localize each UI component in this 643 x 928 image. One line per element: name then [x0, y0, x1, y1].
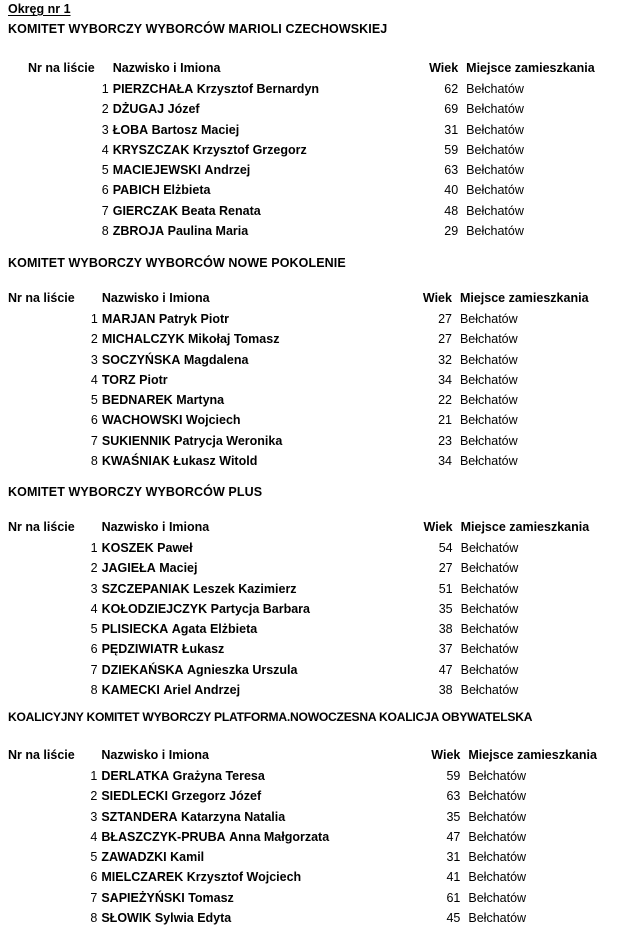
candidate-given-names: Beata Renata — [181, 203, 261, 218]
candidate-surname: SAPIEŻYŃSKI — [101, 890, 185, 905]
candidate-name — [98, 538, 418, 558]
candidate-surname: MIELCZAREK — [101, 870, 184, 885]
candidate-given-names: Tomasz — [188, 890, 234, 905]
candidate-number: 2 — [90, 332, 98, 347]
table-row — [0, 847, 643, 867]
table-row — [0, 579, 643, 599]
candidate-age: 54 — [438, 541, 453, 555]
candidate-number: 7 — [90, 433, 98, 448]
candidate-residence: Bełchatów — [459, 454, 518, 469]
candidate-number: 7 — [101, 203, 109, 218]
candidate-name — [109, 180, 424, 200]
candidate-given-names: Józef — [167, 102, 200, 117]
column-header-place: Miejsce zamieszkania — [459, 291, 589, 305]
candidate-given-names: Elżbieta — [163, 183, 211, 198]
candidate-age: 59 — [446, 769, 461, 783]
candidate-number: 4 — [90, 372, 98, 387]
candidate-given-names: Grzegorz Józef — [171, 789, 262, 804]
candidate-residence: Bełchatów — [466, 183, 524, 198]
candidate-residence: Bełchatów — [468, 890, 527, 905]
candidate-age: 51 — [438, 581, 453, 596]
candidate-residence: Bełchatów — [460, 662, 519, 677]
candidate-residence: Bełchatów — [466, 82, 524, 96]
candidate-residence: Bełchatów — [468, 850, 527, 865]
candidate-number: 4 — [90, 601, 98, 616]
candidate-number: 1 — [101, 82, 109, 96]
candidate-name — [98, 660, 418, 680]
candidate-residence: Bełchatów — [466, 163, 524, 178]
candidate-name — [109, 201, 424, 221]
table-row — [0, 888, 643, 908]
candidate-surname: JAGIEŁA — [101, 561, 156, 576]
candidate-age: 59 — [444, 142, 459, 157]
candidate-given-names: Anna Małgorzata — [229, 829, 330, 844]
table-row — [0, 180, 643, 200]
candidate-residence: Bełchatów — [468, 789, 527, 804]
candidate-given-names: Sylwia Edyta — [154, 911, 232, 926]
candidate-number: 2 — [90, 789, 98, 804]
table-row — [0, 99, 643, 119]
candidate-given-names: Patryk Piotr — [158, 312, 230, 326]
table-row — [0, 201, 643, 221]
candidate-surname: SZTANDERA — [101, 809, 178, 824]
candidate-age: 22 — [438, 393, 452, 408]
candidate-residence: Bełchatów — [468, 809, 527, 824]
candidate-given-names: Paulina Maria — [167, 224, 249, 239]
candidate-residence: Bełchatów — [460, 601, 519, 616]
column-header-age: Wiek — [431, 748, 461, 762]
committee-name: KOMITET WYBORCZY WYBORCÓW NOWE POKOLENIE — [8, 256, 346, 270]
candidate-age: 35 — [438, 601, 453, 616]
candidate-age: 27 — [438, 332, 452, 347]
candidate-name — [97, 827, 425, 847]
candidate-residence: Bełchatów — [466, 122, 524, 137]
column-header-name: Nazwisko i Imiona — [101, 520, 210, 534]
candidate-name — [98, 329, 417, 349]
table-row — [0, 140, 643, 160]
table-header-row — [0, 517, 643, 538]
candidate-name — [98, 579, 418, 599]
table-header-row — [0, 58, 643, 79]
column-header-age: Wiek — [429, 61, 459, 75]
candidate-name — [109, 120, 424, 140]
candidate-number: 2 — [90, 561, 98, 576]
candidate-name — [98, 309, 417, 329]
table-row — [0, 599, 643, 619]
candidate-residence: Bełchatów — [460, 561, 519, 576]
candidate-number: 7 — [90, 890, 98, 905]
candidate-given-names: Andrzej — [204, 163, 251, 178]
candidate-surname: DERLATKA — [101, 769, 170, 783]
candidate-residence: Bełchatów — [466, 203, 524, 218]
candidate-number: 6 — [90, 870, 98, 885]
committee-name: KOMITET WYBORCZY WYBORCÓW PLUS — [8, 485, 263, 499]
candidate-residence: Bełchatów — [460, 581, 519, 596]
candidate-residence: Bełchatów — [466, 102, 524, 117]
table-row — [0, 431, 643, 451]
candidate-surname: GIERCZAK — [112, 203, 179, 218]
candidate-surname: MICHALCZYK — [101, 332, 185, 347]
candidate-age: 27 — [438, 312, 452, 326]
district-title: Okręg nr 1 — [8, 2, 71, 16]
candidate-age: 32 — [438, 352, 452, 367]
candidate-surname: SŁOWIK — [101, 911, 152, 926]
candidate-number: 1 — [90, 769, 98, 783]
candidate-given-names: Krzysztof Bernardyn — [196, 82, 320, 96]
candidate-name — [97, 867, 425, 887]
table-row — [0, 680, 643, 700]
candidate-given-names: Piotr — [139, 372, 168, 387]
candidate-name — [109, 160, 424, 180]
candidate-age: 37 — [438, 642, 453, 657]
table-header-row — [0, 745, 643, 766]
candidate-surname: ŁOBA — [112, 122, 149, 137]
candidate-name — [98, 451, 417, 471]
candidate-residence: Bełchatów — [459, 332, 518, 347]
candidate-name — [97, 888, 425, 908]
candidate-name — [109, 140, 424, 160]
candidate-number: 6 — [101, 183, 109, 198]
candidate-number: 7 — [90, 662, 98, 677]
table-row — [0, 619, 643, 639]
candidate-age: 61 — [446, 890, 461, 905]
candidate-residence: Bełchatów — [468, 911, 527, 926]
candidate-age: 31 — [444, 122, 459, 137]
candidate-number: 1 — [90, 312, 98, 326]
table-row — [0, 786, 643, 806]
candidate-number: 3 — [90, 809, 98, 824]
candidate-name — [98, 599, 418, 619]
candidate-surname: BŁASZCZYK-PRUBA — [101, 829, 226, 844]
table-row — [0, 660, 643, 680]
candidate-age: 62 — [444, 82, 459, 96]
candidate-table — [0, 745, 643, 928]
candidate-age: 29 — [444, 224, 459, 239]
table-row — [0, 766, 643, 786]
table-row — [0, 370, 643, 390]
candidate-name — [109, 221, 424, 241]
candidate-age: 69 — [444, 102, 459, 117]
candidate-surname: SUKIENNIK — [101, 433, 171, 448]
candidate-surname: SIEDLECKI — [101, 789, 169, 804]
column-header-nr: Nr na liście — [8, 520, 75, 534]
candidate-given-names: Ariel Andrzej — [163, 683, 241, 698]
column-header-name: Nazwisko i Imiona — [101, 748, 210, 762]
candidate-name — [98, 370, 417, 390]
candidate-age: 34 — [438, 372, 452, 387]
candidate-table — [0, 288, 643, 471]
candidate-surname: PLISIECKA — [101, 622, 169, 637]
candidate-age: 63 — [446, 789, 461, 804]
candidate-residence: Bełchatów — [468, 769, 527, 783]
candidate-number: 8 — [101, 224, 109, 239]
column-header-nr: Nr na liście — [28, 61, 95, 75]
candidate-number: 6 — [90, 413, 98, 428]
committee-name: KOMITET WYBORCZY WYBORCÓW MARIOLI CZECHOWSKIEJ — [8, 22, 388, 36]
candidate-given-names: Krzysztof Grzegorz — [192, 142, 307, 157]
candidate-surname: KRYSZCZAK — [112, 142, 190, 157]
candidate-residence: Bełchatów — [468, 870, 527, 885]
candidate-surname: PABICH — [112, 183, 160, 198]
candidate-age: 63 — [444, 163, 459, 178]
candidate-given-names: Magdalena — [183, 352, 249, 367]
candidate-age: 27 — [438, 561, 453, 576]
candidate-given-names: Paweł — [157, 541, 193, 555]
candidate-age: 23 — [438, 433, 452, 448]
candidate-number: 1 — [90, 541, 98, 555]
candidate-number: 6 — [90, 642, 98, 657]
candidate-surname: ZBROJA — [112, 224, 165, 239]
candidate-name — [97, 807, 425, 827]
column-header-place: Miejsce zamieszkania — [460, 520, 590, 534]
candidate-name — [98, 410, 417, 430]
table-row — [0, 639, 643, 659]
candidate-surname: KOŁODZIEJCZYK — [101, 601, 208, 616]
candidate-surname: WACHOWSKI — [101, 413, 183, 428]
candidate-given-names: Łukasz Witold — [173, 454, 258, 469]
candidate-name — [98, 680, 418, 700]
candidate-name — [109, 79, 424, 99]
candidate-given-names: Kamil — [170, 850, 205, 865]
table-row — [0, 309, 643, 329]
table-row — [0, 558, 643, 578]
column-header-age: Wiek — [423, 520, 453, 534]
candidate-residence: Bełchatów — [466, 224, 524, 239]
table-row — [0, 390, 643, 410]
candidate-surname: MACIEJEWSKI — [112, 163, 201, 178]
candidate-surname: DZIEKAŃSKA — [101, 662, 184, 677]
candidate-age: 40 — [444, 183, 459, 198]
candidate-number: 5 — [101, 163, 109, 178]
candidate-number: 3 — [90, 352, 98, 367]
candidate-surname: KOSZEK — [101, 541, 154, 555]
candidate-age: 48 — [444, 203, 459, 218]
candidate-surname: PIERZCHAŁA — [112, 82, 194, 96]
candidate-residence: Bełchatów — [460, 683, 519, 698]
candidate-surname: PĘDZIWIATR — [101, 642, 179, 657]
column-header-nr: Nr na liście — [8, 748, 75, 762]
candidate-surname: KAMECKI — [101, 683, 160, 698]
candidate-surname: SOCZYŃSKA — [101, 352, 181, 367]
candidate-residence: Bełchatów — [460, 622, 519, 637]
table-row — [0, 867, 643, 887]
candidate-residence: Bełchatów — [459, 413, 518, 428]
candidate-surname: MARJAN — [101, 312, 156, 326]
candidate-given-names: Martyna — [176, 393, 225, 408]
candidate-age: 41 — [446, 870, 461, 885]
candidate-number: 8 — [90, 911, 98, 926]
candidate-given-names: Patrycja Weronika — [174, 433, 283, 448]
table-row — [0, 538, 643, 558]
candidate-surname: SZCZEPANIAK — [101, 581, 190, 596]
candidate-number: 2 — [101, 102, 109, 117]
candidate-age: 47 — [438, 662, 453, 677]
candidate-given-names: Agnieszka Urszula — [187, 662, 298, 677]
candidate-given-names: Bartosz Maciej — [151, 122, 240, 137]
table-row — [0, 908, 643, 928]
candidate-given-names: Wojciech — [185, 413, 241, 428]
candidate-residence: Bełchatów — [460, 642, 519, 657]
candidate-given-names: Katarzyna Natalia — [180, 809, 286, 824]
candidate-name — [97, 847, 425, 867]
table-row — [0, 827, 643, 847]
candidate-given-names: Łukasz — [181, 642, 225, 657]
candidate-number: 3 — [101, 122, 109, 137]
table-row — [0, 451, 643, 471]
candidate-residence: Bełchatów — [466, 142, 524, 157]
column-header-place: Miejsce zamieszkania — [468, 748, 597, 762]
candidate-residence: Bełchatów — [459, 372, 518, 387]
table-row — [0, 329, 643, 349]
candidate-surname: BEDNAREK — [101, 393, 173, 408]
candidate-age: 21 — [438, 413, 452, 428]
table-row — [0, 350, 643, 370]
candidate-given-names: Maciej — [159, 561, 198, 576]
candidate-surname: DŻUGAJ — [112, 102, 165, 117]
candidate-table — [0, 517, 643, 700]
candidate-surname: KWAŚNIAK — [101, 454, 170, 469]
candidate-name — [98, 558, 418, 578]
candidate-name — [98, 390, 417, 410]
column-header-nr: Nr na liście — [8, 291, 75, 305]
candidate-residence: Bełchatów — [459, 433, 518, 448]
candidate-name — [97, 908, 425, 928]
candidate-given-names: Krzysztof Wojciech — [186, 870, 302, 885]
candidate-age: 35 — [446, 809, 461, 824]
candidate-name — [98, 431, 417, 451]
candidate-name — [97, 766, 425, 786]
candidate-age: 38 — [438, 683, 453, 698]
committee-name: KOALICYJNY KOMITET WYBORCZY PLATFORMA.NOWOCZESNA KOALICJA OBYWATELSKA — [8, 710, 533, 724]
candidate-name — [98, 350, 417, 370]
table-row — [0, 221, 643, 241]
candidate-number: 8 — [90, 454, 98, 469]
candidate-age: 34 — [438, 454, 452, 469]
candidate-name — [98, 639, 418, 659]
candidate-number: 5 — [90, 622, 98, 637]
candidate-given-names: Agata Elżbieta — [171, 622, 258, 637]
table-row — [0, 410, 643, 430]
table-row — [0, 120, 643, 140]
candidate-residence: Bełchatów — [459, 393, 518, 408]
candidate-given-names: Grażyna Teresa — [172, 769, 265, 783]
candidate-name — [109, 99, 424, 119]
candidate-age: 31 — [446, 850, 461, 865]
candidate-residence: Bełchatów — [459, 312, 518, 326]
candidate-number: 5 — [90, 850, 98, 865]
column-header-name: Nazwisko i Imiona — [101, 291, 210, 305]
candidate-name — [98, 619, 418, 639]
candidate-residence: Bełchatów — [459, 352, 518, 367]
candidate-given-names: Leszek Kazimierz — [193, 581, 297, 596]
candidate-age: 47 — [446, 829, 461, 844]
candidate-number: 8 — [90, 683, 98, 698]
candidate-surname: TORZ — [101, 372, 136, 387]
candidate-residence: Bełchatów — [468, 829, 527, 844]
candidate-number: 3 — [90, 581, 98, 596]
candidate-surname: ZAWADZKI — [101, 850, 167, 865]
candidate-number: 4 — [101, 142, 109, 157]
candidate-number: 5 — [90, 393, 98, 408]
table-header-row — [0, 288, 643, 309]
candidate-age: 38 — [438, 622, 453, 637]
candidate-table — [0, 58, 643, 241]
candidate-name — [97, 786, 425, 806]
table-row — [0, 807, 643, 827]
table-row — [0, 160, 643, 180]
column-header-place: Miejsce zamieszkania — [466, 61, 595, 75]
candidate-number: 4 — [90, 829, 98, 844]
column-header-age: Wiek — [422, 291, 452, 305]
candidate-given-names: Mikołaj Tomasz — [188, 332, 280, 347]
table-row — [0, 79, 643, 99]
candidate-given-names: Partycja Barbara — [210, 601, 310, 616]
column-header-name: Nazwisko i Imiona — [112, 61, 221, 75]
candidate-age: 45 — [446, 911, 461, 926]
candidate-residence: Bełchatów — [460, 541, 519, 555]
